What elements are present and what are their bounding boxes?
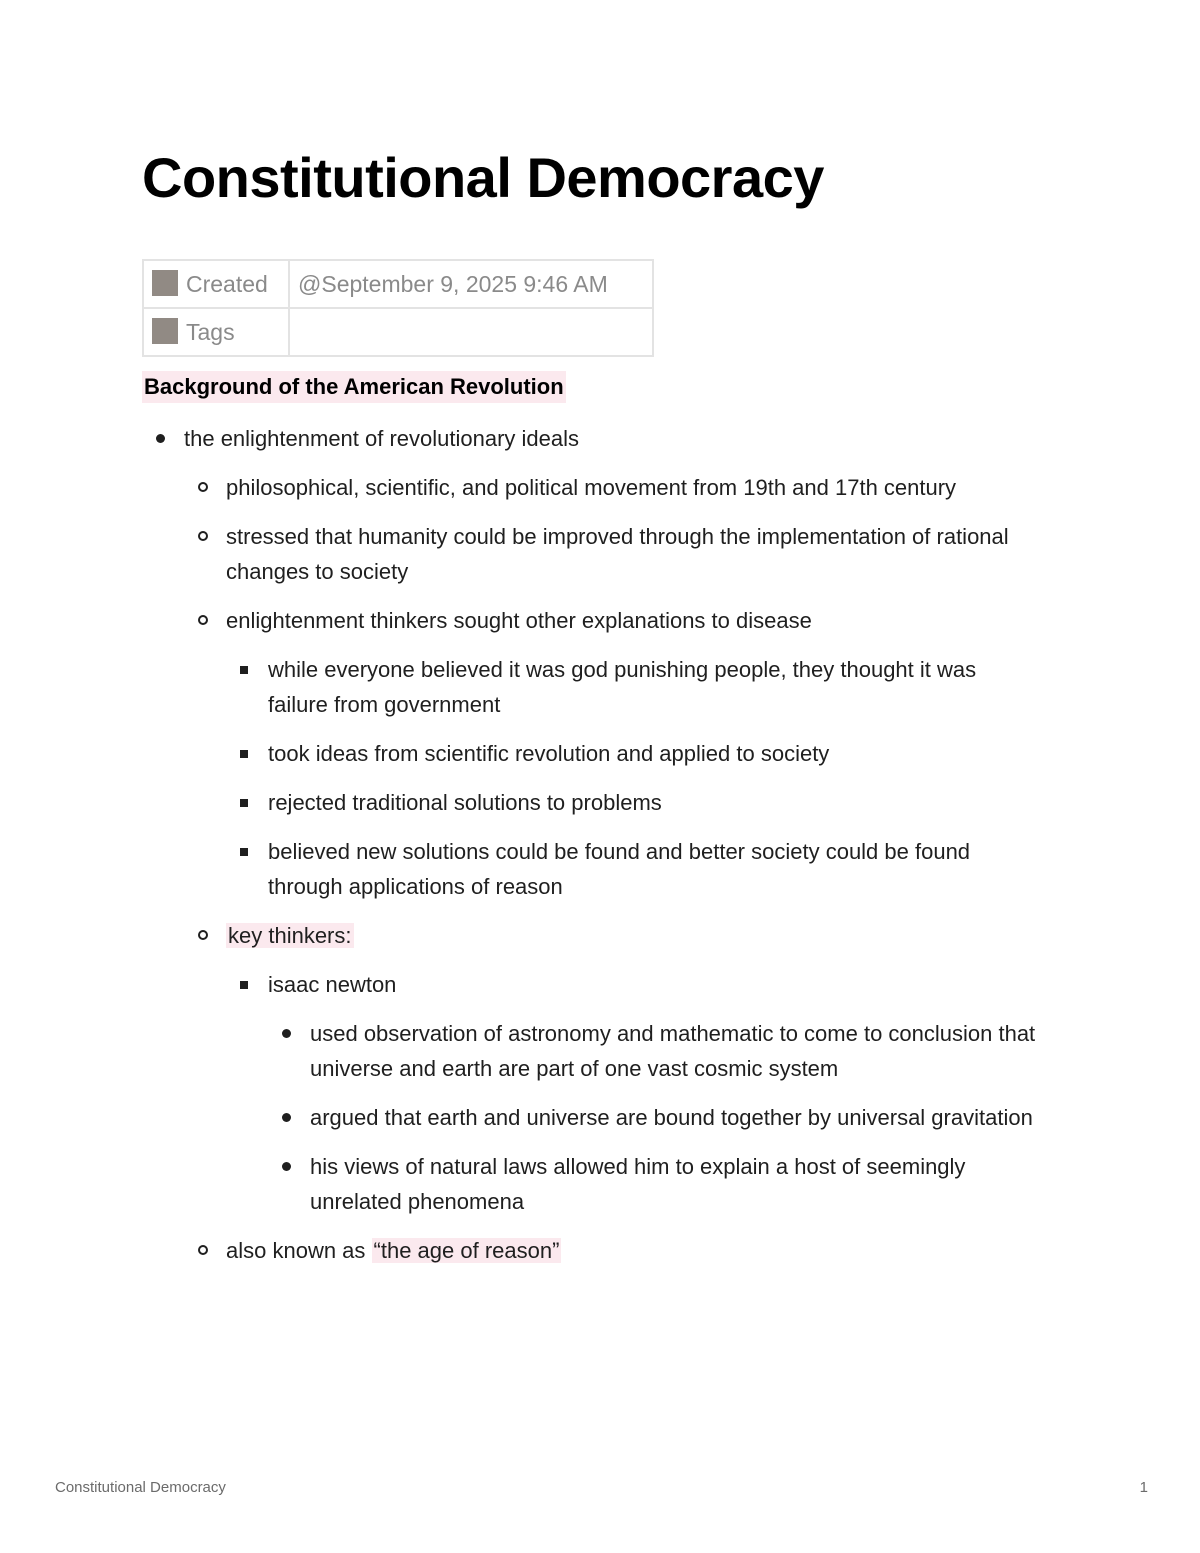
property-key-label: Tags bbox=[186, 319, 235, 345]
property-key bbox=[143, 308, 289, 356]
footer-page-number: 1 bbox=[1139, 1479, 1148, 1496]
list-item bbox=[184, 603, 1042, 904]
bullet-list bbox=[142, 421, 1042, 1268]
circle-bullet-icon bbox=[198, 482, 208, 492]
circle-bullet-icon bbox=[198, 1245, 208, 1255]
square-bullet-icon bbox=[240, 750, 248, 758]
property-key bbox=[143, 260, 289, 308]
bullet-list bbox=[268, 1016, 1042, 1219]
disc-bullet-icon bbox=[282, 1162, 291, 1171]
tags-value[interactable] bbox=[289, 308, 653, 356]
disc-bullet-icon bbox=[156, 434, 165, 443]
list-item bbox=[184, 470, 1042, 505]
list-item bbox=[184, 918, 1042, 1219]
list-item-text: philosophical, scientific, and political movement from 19th and 17th century bbox=[226, 475, 957, 500]
list-item bbox=[142, 421, 1042, 1268]
list-item-text: his views of natural laws allowed him to explain a host of seemingly unrelated phenomena bbox=[310, 1154, 966, 1214]
list-item-text: used observation of astronomy and mathematic to come to conclusion that universe and earth are part of one vast cosmic system bbox=[310, 1021, 1036, 1081]
footer-doc-title: Constitutional Democracy bbox=[55, 1479, 226, 1496]
list-item bbox=[268, 1149, 1042, 1219]
property-icon bbox=[152, 318, 178, 344]
square-bullet-icon bbox=[240, 981, 248, 989]
list-item-text: isaac newton bbox=[268, 972, 397, 997]
highlighted-text: key thinkers: bbox=[228, 923, 352, 948]
list-item-text: argued that earth and universe are bound together by universal gravitation bbox=[310, 1105, 1033, 1130]
list-item-text: while everyone believed it was god punishing people, they thought it was failure from government bbox=[268, 657, 977, 717]
square-bullet-icon bbox=[240, 799, 248, 807]
properties-table bbox=[142, 259, 654, 357]
list-item bbox=[268, 1100, 1042, 1135]
bullet-list bbox=[184, 470, 1042, 1268]
list-item bbox=[226, 785, 1042, 820]
list-item bbox=[184, 1233, 1042, 1268]
square-bullet-icon bbox=[240, 666, 248, 674]
property-row-tags bbox=[143, 308, 653, 356]
circle-bullet-icon bbox=[198, 930, 208, 940]
list-item-text: stressed that humanity could be improved through the implementation of rational changes to society bbox=[226, 524, 1009, 584]
list-item-text: rejected traditional solutions to problems bbox=[268, 790, 662, 815]
disc-bullet-icon bbox=[282, 1113, 291, 1122]
highlighted-text: “the age of reason” bbox=[373, 1238, 560, 1263]
list-item-text: took ideas from scientific revolution and applied to society bbox=[268, 741, 830, 766]
circle-bullet-icon bbox=[198, 615, 208, 625]
list-item-text: believed new solutions could be found and better society could be found through applications of reason bbox=[268, 839, 971, 899]
list-item-text: also known as bbox=[226, 1238, 372, 1263]
section-heading: Background of the American Revolution bbox=[142, 371, 566, 403]
created-date-value[interactable]: @September 9, 2025 9:46 AM bbox=[289, 260, 653, 308]
disc-bullet-icon bbox=[282, 1029, 291, 1038]
circle-bullet-icon bbox=[198, 531, 208, 541]
list-item bbox=[226, 652, 1042, 722]
property-row-created bbox=[143, 260, 653, 308]
list-item bbox=[226, 967, 1042, 1219]
list-item-text: the enlightenment of revolutionary ideals bbox=[184, 426, 580, 451]
list-item bbox=[184, 519, 1042, 589]
list-item bbox=[268, 1016, 1042, 1086]
list-item bbox=[226, 736, 1042, 771]
bullet-list bbox=[226, 967, 1042, 1219]
page-title: Constitutional Democracy bbox=[142, 146, 824, 209]
property-icon bbox=[152, 270, 178, 296]
list-item bbox=[226, 834, 1042, 904]
square-bullet-icon bbox=[240, 848, 248, 856]
bullet-list bbox=[226, 652, 1042, 904]
list-item-text: enlightenment thinkers sought other explanations to disease bbox=[226, 608, 812, 633]
property-key-label: Created bbox=[186, 271, 268, 297]
outline-content bbox=[142, 421, 1042, 1282]
